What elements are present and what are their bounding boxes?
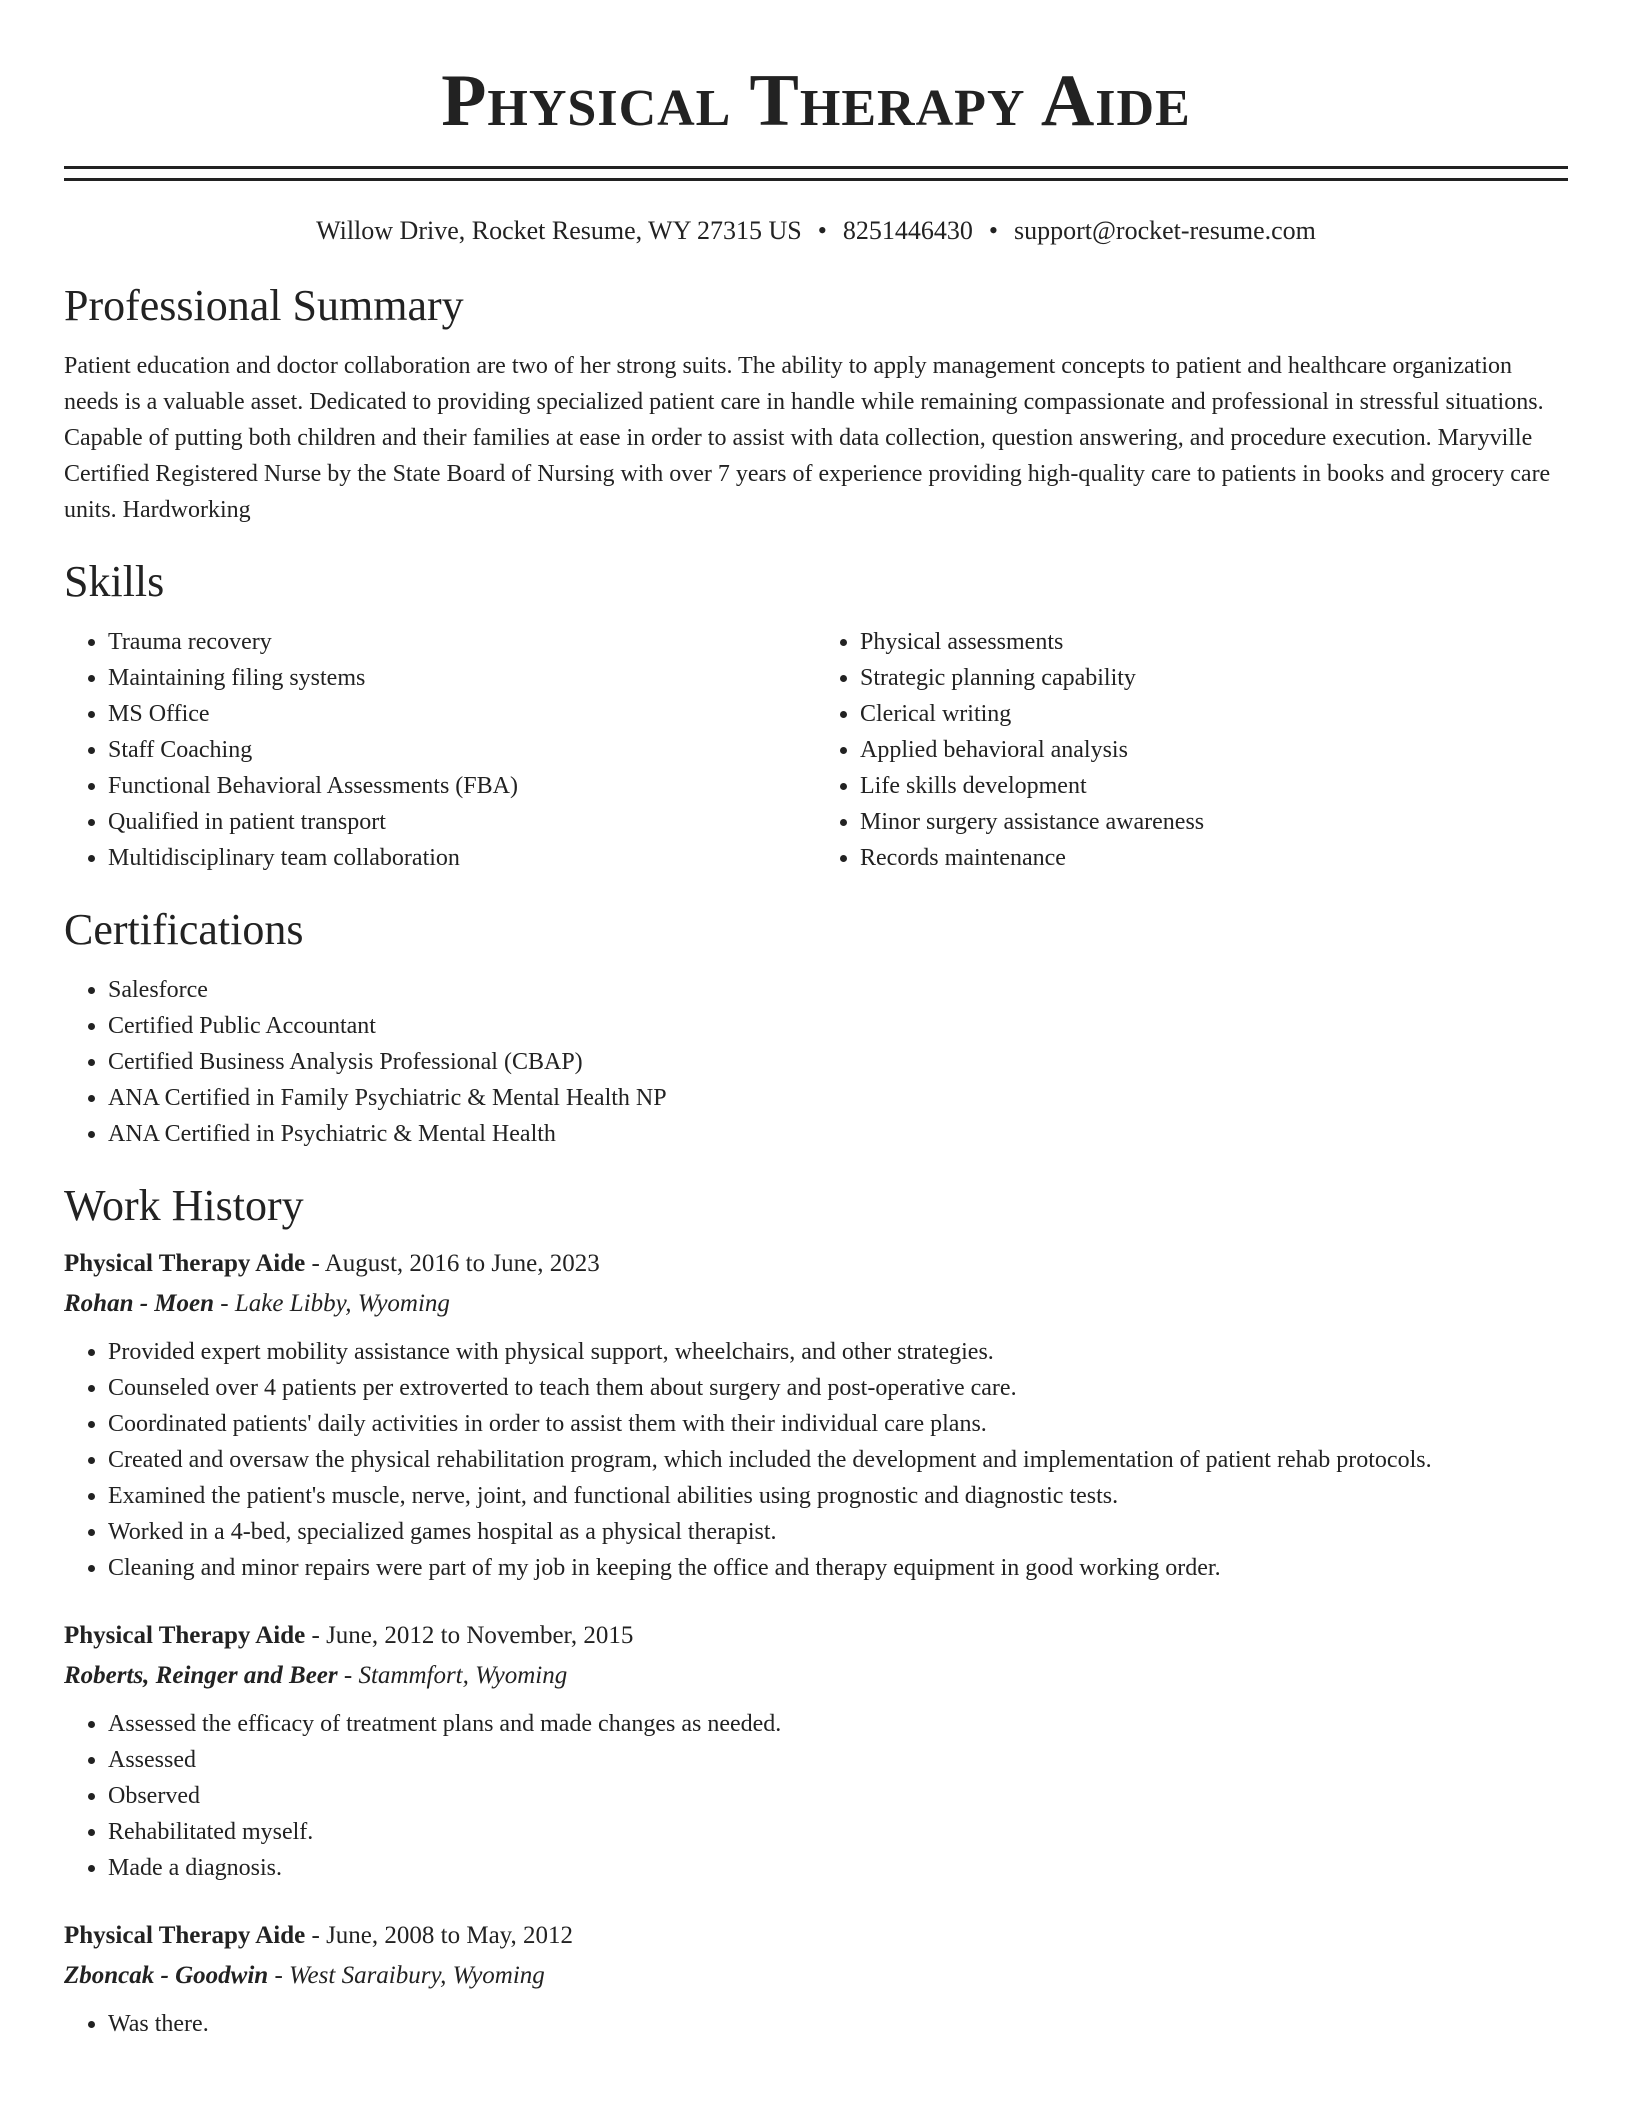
skills-heading: Skills bbox=[64, 557, 165, 606]
job-bullets bbox=[64, 1334, 1568, 1586]
skill-item: • Staff Coaching bbox=[108, 732, 816, 768]
job-bullet: • Coordinated patients' daily activities in order to assist them with their individual care plans. bbox=[108, 1406, 1568, 1442]
job-dates: - June, 2012 to November, 2015 bbox=[305, 1622, 634, 1649]
contact-phone: 8251446430 bbox=[842, 216, 973, 245]
contact-address: Willow Drive, Rocket Resume, WY 27315 US bbox=[316, 216, 802, 245]
job-bullet: • Was there. bbox=[108, 2006, 1568, 2042]
certifications-heading: Certifications bbox=[64, 905, 304, 954]
job-heading bbox=[64, 1916, 1568, 1956]
job-bullet: • Observed bbox=[108, 1778, 1568, 1814]
job-title: Physical Therapy Aide bbox=[64, 1250, 306, 1277]
skill-item: • Records maintenance bbox=[860, 840, 1568, 876]
job-entry bbox=[64, 1616, 1568, 1886]
skill-item: • MS Office bbox=[108, 696, 816, 732]
certification-item: • Salesforce bbox=[108, 972, 1568, 1008]
contact-line bbox=[64, 214, 1568, 248]
job-company: Roberts, Reinger and Beer bbox=[64, 1662, 338, 1689]
resume-name: Physical Therapy Aide bbox=[441, 60, 1191, 142]
contact-separator: • bbox=[817, 216, 827, 245]
job-bullet: • Created and oversaw the physical rehabilitation program, which included the development and implementation of patient rehab protocols. bbox=[108, 1442, 1568, 1478]
job-heading bbox=[64, 1244, 1568, 1284]
skills-columns bbox=[64, 624, 1568, 876]
skill-item: • Functional Behavioral Assessments (FBA) bbox=[108, 768, 816, 804]
job-title: Physical Therapy Aide bbox=[64, 1922, 306, 1949]
skill-item: • Minor surgery assistance awareness bbox=[860, 804, 1568, 840]
job-dates: - June, 2008 to May, 2012 bbox=[305, 1922, 574, 1949]
job-company-line bbox=[64, 1656, 1568, 1696]
certification-item: • Certified Business Analysis Professional (CBAP) bbox=[108, 1044, 1568, 1080]
job-entry bbox=[64, 1916, 1568, 2042]
job-location: - Lake Libby, Wyoming bbox=[214, 1290, 450, 1317]
certifications-list bbox=[64, 972, 1568, 1152]
job-bullet: • Provided expert mobility assistance with physical support, wheelchairs, and other strategies. bbox=[108, 1334, 1568, 1370]
skill-item: • Applied behavioral analysis bbox=[860, 732, 1568, 768]
header-double-rule bbox=[64, 166, 1568, 181]
summary-heading: Professional Summary bbox=[64, 281, 464, 330]
skills-list-left bbox=[64, 624, 816, 876]
work-history-heading: Work History bbox=[64, 1181, 304, 1230]
summary-text: Patient education and doctor collaboration are two of her strong suits. The ability to apply management concepts to patient and healthcare organization needs is a valuable asset. Dedicated to providing specialized patient care in handle while remaining compassionate and professional in stressful situations. Capable of putting both children and their families at ease in order to assist with data collection, question answering, and procedure execution. Maryville Certified Registered Nurse by the State Board of Nursing with over 7 years of experience providing high-quality care to patients in books and grocery care units. Hardworking bbox=[64, 353, 1551, 523]
job-location: - Stammfort, Wyoming bbox=[337, 1662, 568, 1689]
job-company: Zboncak - Goodwin bbox=[64, 1962, 269, 1989]
job-bullets bbox=[64, 2006, 1568, 2042]
skills-list-right bbox=[816, 624, 1568, 876]
contact-separator: • bbox=[988, 216, 998, 245]
skill-item: • Clerical writing bbox=[860, 696, 1568, 732]
job-location: - West Saraibury, Wyoming bbox=[268, 1962, 545, 1989]
skill-item: • Life skills development bbox=[860, 768, 1568, 804]
job-bullet: • Examined the patient's muscle, nerve, joint, and functional abilities using prognostic and diagnostic tests. bbox=[108, 1478, 1568, 1514]
skill-item: • Physical assessments bbox=[860, 624, 1568, 660]
job-bullets bbox=[64, 1706, 1568, 1886]
certification-item: • ANA Certified in Family Psychiatric & Mental Health NP bbox=[108, 1080, 1568, 1116]
skill-item: • Maintaining filing systems bbox=[108, 660, 816, 696]
job-entry bbox=[64, 1244, 1568, 1586]
job-company-line bbox=[64, 1956, 1568, 1996]
job-bullet: • Worked in a 4-bed, specialized games hospital as a physical therapist. bbox=[108, 1514, 1568, 1550]
job-title: Physical Therapy Aide bbox=[64, 1622, 306, 1649]
job-bullet: • Made a diagnosis. bbox=[108, 1850, 1568, 1886]
certification-item: • Certified Public Accountant bbox=[108, 1008, 1568, 1044]
job-company-line bbox=[64, 1284, 1568, 1324]
job-bullet: • Counseled over 4 patients per extroverted to teach them about surgery and post-operative care. bbox=[108, 1370, 1568, 1406]
contact-email: support@rocket-resume.com bbox=[1013, 216, 1316, 245]
job-bullet: • Rehabilitated myself. bbox=[108, 1814, 1568, 1850]
job-bullet: • Assessed bbox=[108, 1742, 1568, 1778]
skill-item: • Multidisciplinary team collaboration bbox=[108, 840, 816, 876]
job-heading bbox=[64, 1616, 1568, 1656]
job-company: Rohan - Moen bbox=[64, 1290, 215, 1317]
skill-item: • Qualified in patient transport bbox=[108, 804, 816, 840]
skill-item: • Trauma recovery bbox=[108, 624, 816, 660]
job-bullet: • Cleaning and minor repairs were part of my job in keeping the office and therapy equipment in good working order. bbox=[108, 1550, 1568, 1586]
job-bullet: • Assessed the efficacy of treatment plans and made changes as needed. bbox=[108, 1706, 1568, 1742]
job-dates: - August, 2016 to June, 2023 bbox=[305, 1250, 600, 1277]
certification-item: • ANA Certified in Psychiatric & Mental Health bbox=[108, 1116, 1568, 1152]
skill-item: • Strategic planning capability bbox=[860, 660, 1568, 696]
